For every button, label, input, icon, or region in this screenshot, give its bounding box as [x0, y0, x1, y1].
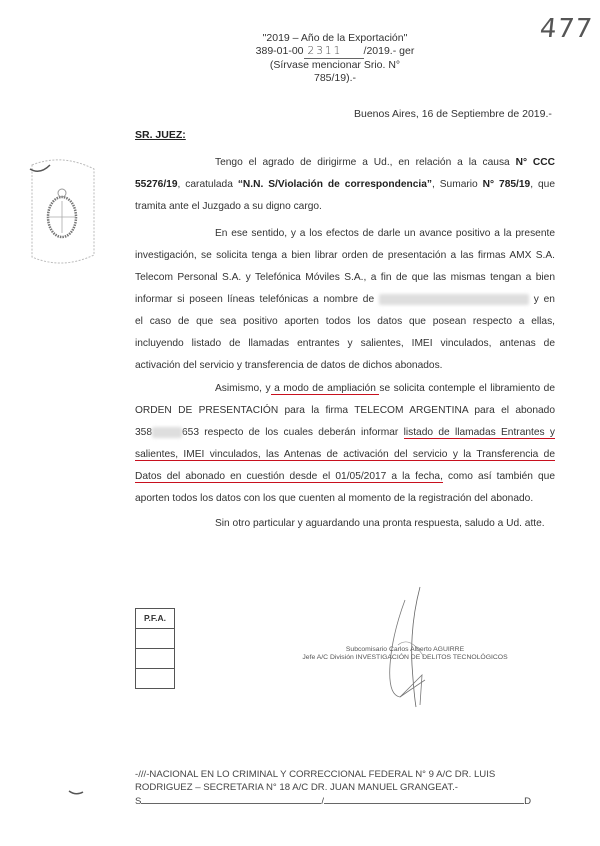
- coat-of-arms-seal-icon: [22, 155, 102, 270]
- paragraph-1: Tengo el agrado de dirigirme a Ud., en relación a la causa N° CCC 55276/19, caratulada “N.N. S/Violación de correspondencia”, Sumario N° 785/19, que tramita ante el Juzgado a su digno cargo.: [135, 157, 555, 212]
- paragraph-4: Sin otro particular y aguardando una pronta respuesta, saludo a Ud. atte.: [215, 518, 545, 529]
- header-motto: "2019 – Año de la Exportación": [262, 32, 408, 44]
- signatory-title: Jefe A/C División INVESTIGACIÓN DE DELITOS TECNOLÓGICOS: [302, 654, 508, 661]
- handwritten-ref: 2311: [304, 45, 364, 59]
- footer-signature-line: S / D: [135, 796, 532, 807]
- check-mark-icon: [68, 784, 84, 802]
- header-block: [250, 32, 420, 85]
- handwritten-page-number: 477: [538, 14, 595, 44]
- redacted-name: [379, 294, 529, 305]
- reference-number: 389-01-00 2311 /2019.- ger: [255, 45, 415, 57]
- footer-line-1: -///-NACIONAL EN LO CRIMINAL Y CORRECCIONAL FEDERAL N° 9 A/C DR. LUIS: [135, 769, 496, 780]
- paragraph-2: En ese sentido, y a los efectos de darle un avance positivo a la presente investigación, se solicita tenga a bien librar orden de presentación a las firmas AMX S.A. Telecom Personal S.A. y Telefónica Móviles S.A., a fin de que las mismas tengan a bien informar si poseen líneas telefónicas a nombre de y en el caso de que sea positivo aporten todos los datos que posean respecto a ellas, incluyendo listado de llamadas entrantes y salientes, IMEI vinculados, antenas de activación del servicio y transferencia de datos de dichos abonados.: [135, 228, 555, 371]
- underlined-phrase: a modo de ampliación: [270, 383, 380, 394]
- pfa-stamp-box: P.F.A.: [135, 608, 175, 689]
- footer-line-2: RODRIGUEZ – SECRETARIA N° 18 A/C DR. JUAN MANUEL GRANGEAT.-: [135, 782, 458, 793]
- reference-note: (Sírvase mencionar Srio. N° 785/19).-: [269, 59, 401, 84]
- salutation: SR. JUEZ:: [135, 129, 186, 141]
- signature-block: [285, 646, 525, 662]
- redacted-phone: [152, 427, 182, 438]
- case-title: “N.N. S/Violación de correspondencia”: [237, 179, 432, 190]
- paragraph-3: Asimismo, y a modo de ampliación se solicita contemple el libramiento de ORDEN DE PRESENTACIÓN para la firma TELECOM ARGENTINA para el abonado 358 653 respecto de los cuales deberán informar listado de llamadas Entrantes y salientes, IMEI vinculados, las Antenas de activación del servicio y la Transferencia de Datos del abonado en cuestión desde el 01/05/2017 a la fecha, como así también que aporten todos los datos con los que cuenten al momento de la registración del abonado.: [135, 383, 555, 504]
- date-line: Buenos Aires, 16 de Septiembre de 2019.-: [354, 108, 552, 120]
- footer-block: [135, 768, 535, 808]
- signatory-name: Subcomisario Carlos Alberto AGUIRRE: [345, 646, 465, 653]
